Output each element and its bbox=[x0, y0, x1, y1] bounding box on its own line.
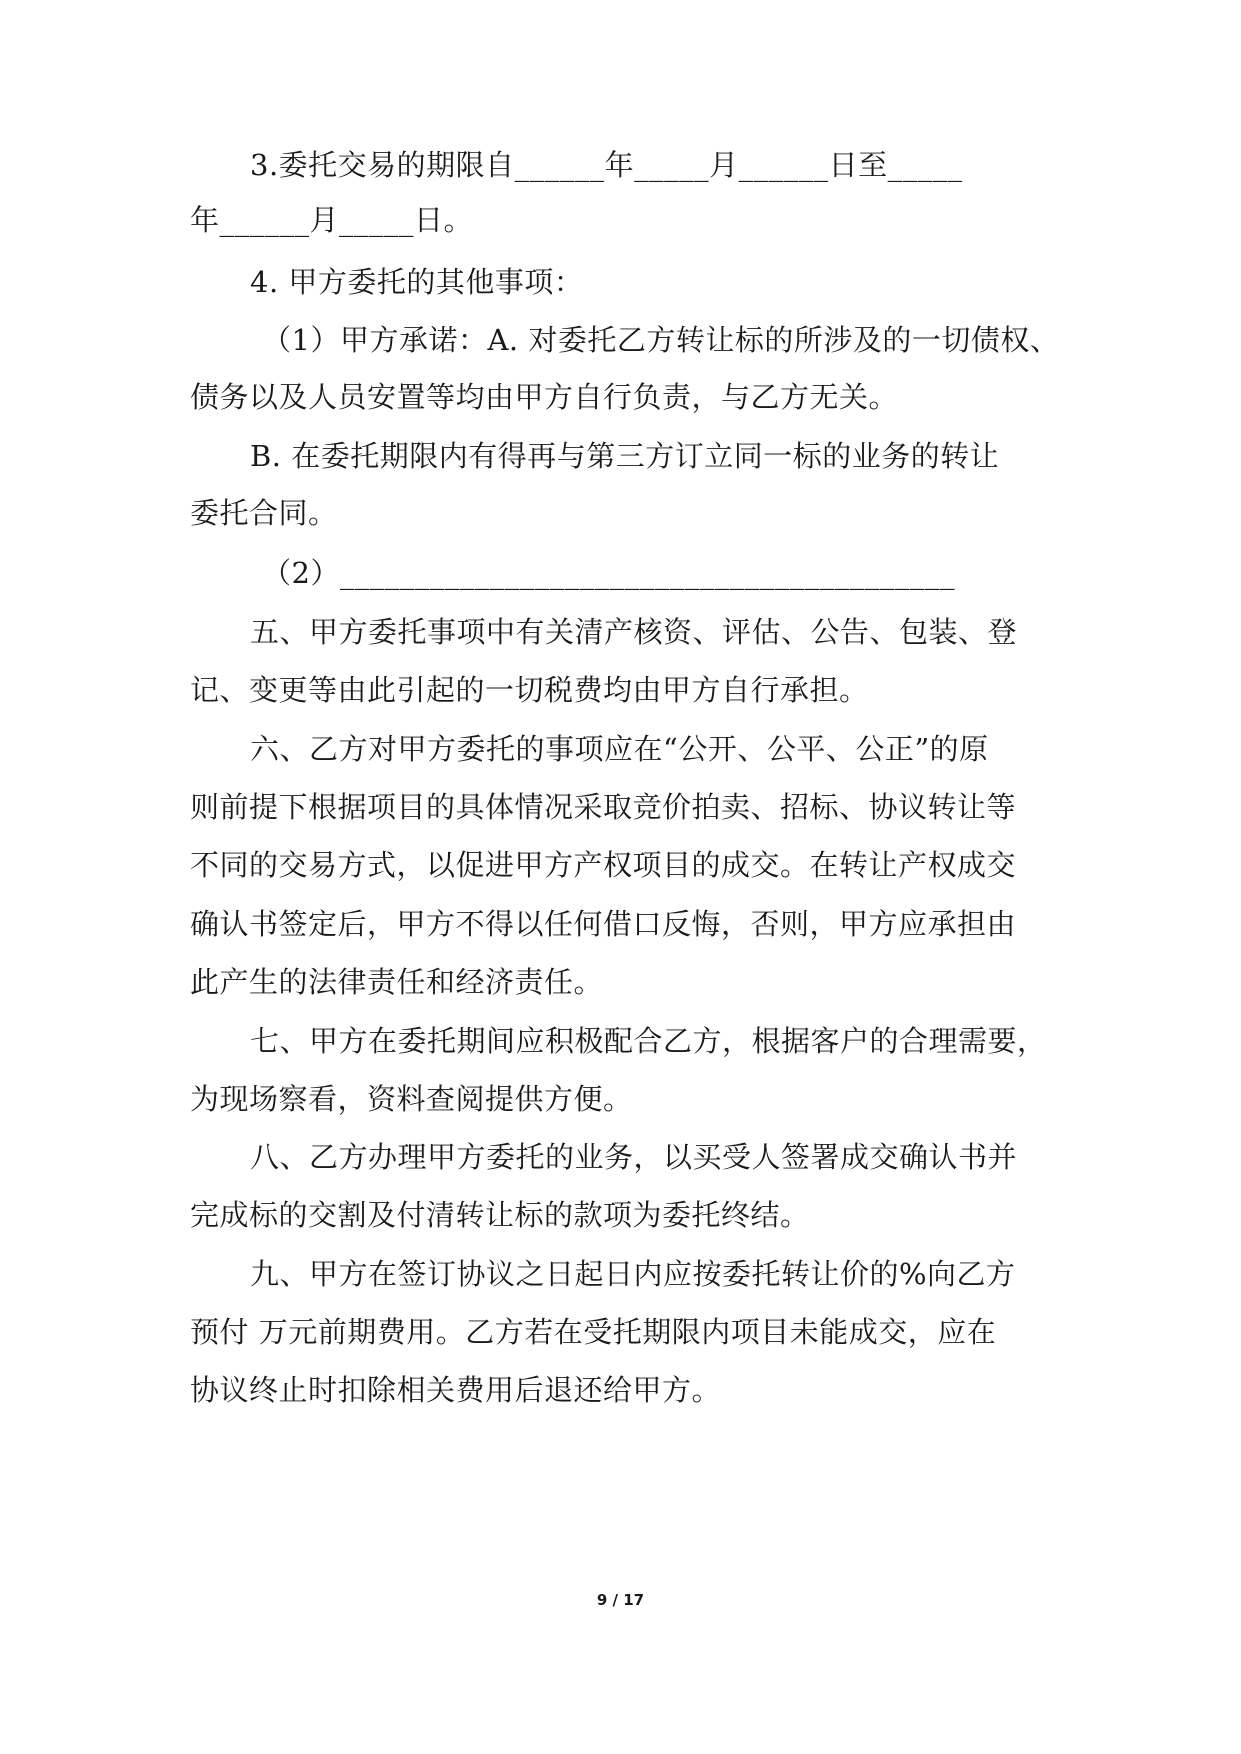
clause-4-heading: 4. 甲方委托的其他事项： bbox=[250, 265, 584, 299]
clause-4-1-line-1: （1）甲方承诺：A. 对委托乙方转让标的所涉及的一切债权、 bbox=[262, 323, 1060, 357]
clause-4-1-line-2: 债务以及人员安置等均由甲方自行负责，与乙方无关。 bbox=[190, 380, 899, 414]
section-5-line-1: 五、甲方委托事项中有关清产核资、评估、公告、包装、登 bbox=[250, 615, 1018, 649]
section-9-line-1: 九、甲方在签订协议之日起日内应按委托转让价的%向乙方 bbox=[250, 1257, 1016, 1291]
clause-3-line-2: 年______月_____日。 bbox=[190, 203, 474, 237]
section-8-line-2: 完成标的交割及付清转让标的款项为委托终结。 bbox=[190, 1198, 810, 1232]
clause-4-1b-line-2: 委托合同。 bbox=[190, 496, 338, 530]
section-6-line-4: 确认书签定后，甲方不得以任何借口反悔，否则，甲方应承担由 bbox=[190, 907, 1017, 941]
clause-3-line-1: 3.委托交易的期限自______年_____月______日至_____ bbox=[250, 148, 963, 182]
page-indicator: 9 / 17 bbox=[596, 1591, 645, 1609]
section-6-line-2: 则前提下根据项目的具体情况采取竞价拍卖、招标、协议转让等 bbox=[190, 790, 1017, 824]
section-9-line-3: 协议终止时扣除相关费用后退还给甲方。 bbox=[190, 1373, 722, 1407]
section-6-line-3: 不同的交易方式，以促进甲方产权项目的成交。在转让产权成交 bbox=[190, 848, 1017, 882]
section-9-line-2: 预付 万元前期费用。乙方若在受托期限内项目未能成交，应在 bbox=[190, 1315, 997, 1349]
clause-4-2-line: （2）_________________________________________ bbox=[262, 556, 955, 590]
section-7-line-1: 七、甲方在委托期间应积极配合乙方，根据客户的合理需要， bbox=[250, 1024, 1047, 1058]
section-6-line-1: 六、乙方对甲方委托的事项应在“公开、公平、公正”的原 bbox=[250, 732, 989, 766]
section-5-line-2: 记、变更等由此引起的一切税费均由甲方自行承担。 bbox=[190, 673, 869, 707]
clause-4-1b-line-1: B. 在委托期限内有得再与第三方订立同一标的业务的转让 bbox=[250, 439, 1000, 473]
section-7-line-2: 为现场察看，资料查阅提供方便。 bbox=[190, 1082, 633, 1116]
section-8-line-1: 八、乙方办理甲方委托的业务，以买受人签署成交确认书并 bbox=[250, 1140, 1018, 1174]
section-6-line-5: 此产生的法律责任和经济责任。 bbox=[190, 965, 604, 999]
